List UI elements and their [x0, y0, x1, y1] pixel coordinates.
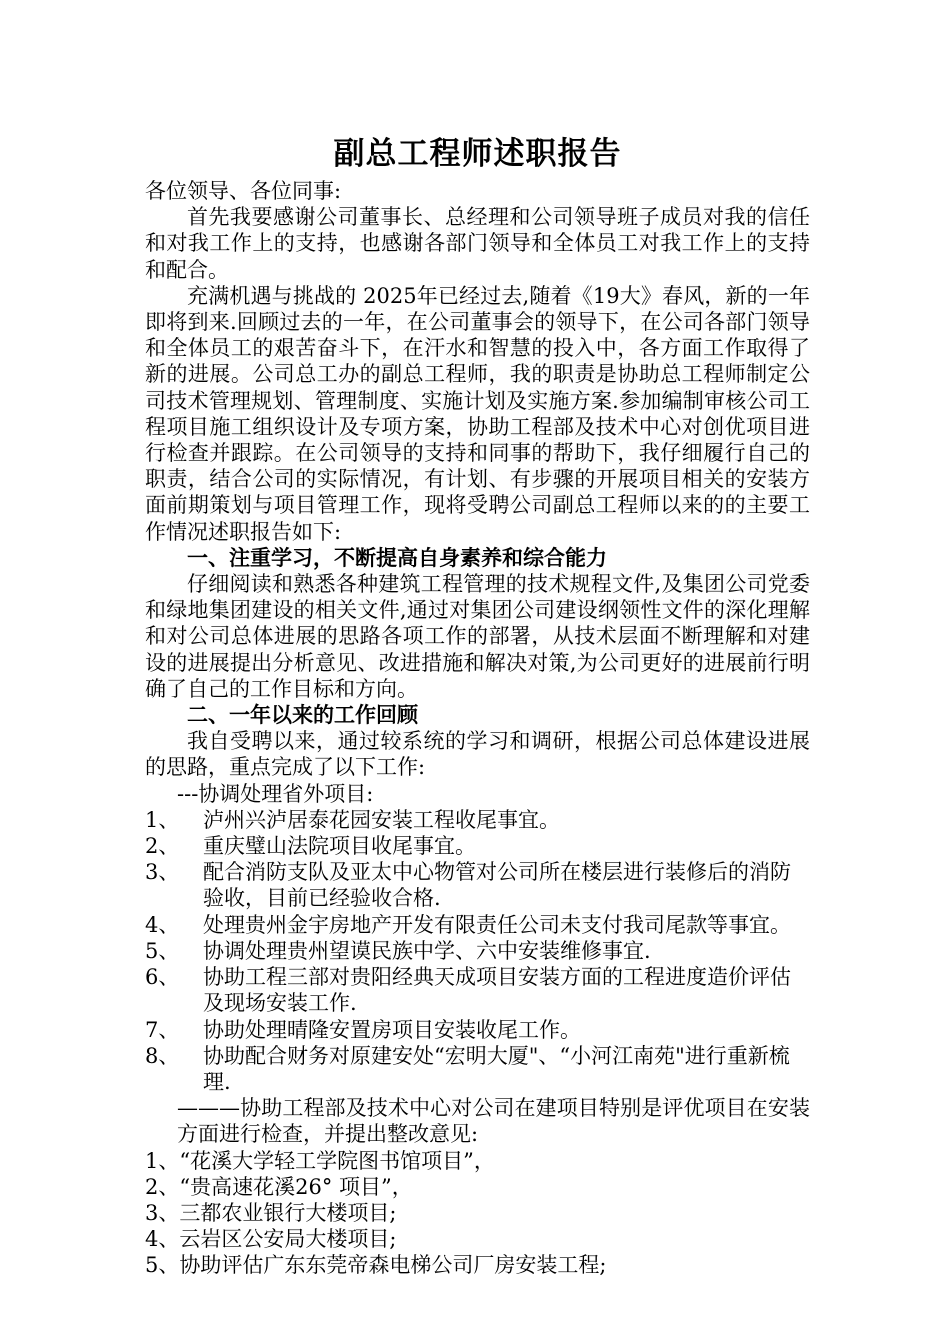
list-item: 6、 协助工程三部对贵阳经典天成项目安装方面的工程进度造价评估及现场安装工作. — [145, 965, 791, 1016]
list-item: 2、“贵高速花溪26° 项目”， — [145, 1174, 413, 1199]
section-text-2: 我自受聘以来，通过较系统的学习和调研，根据公司总体建设进展的思路，重点完成了以下工作: — [145, 729, 810, 780]
document-page — [145, 128, 810, 1279]
list-item: 5、 协调处理贵州望谟民族中学、六中安装维修事宜. — [145, 938, 651, 963]
numbered-list-2 — [145, 1148, 810, 1279]
paragraph-review: 充满机遇与挑战的 2025年已经过去,随着《19大》春风，新的一年即将到来.回顾过去的一年，在公司董事会的领导下，在公司各部门领导和全体员工的艰苦奋斗下，在汗水和智慧的投入中，各方面工作取得了新的进展。公司总工办的副总工程师，我的职责是协助总工程师制定公司技术管理规划、管理制度、实施计划及实施方案.参加编制审核公司工程项目施工组织设计及专项方案，协助工程部及技术中心对创优项目进行检查并跟踪。在公司领导的支持和同事的帮助下，我仔细履行自己的职责，结合公司的实际情况，有计划、有步骤的开展项目相关的安装方面前期策划与项目管理工作，现将受聘公司副总工程师以来的的主要工作情况述职报告如下: — [145, 283, 810, 544]
list-item: 3、三都农业银行大楼项目; — [145, 1200, 397, 1225]
page-title: 副总工程师述职报告 — [333, 136, 622, 172]
list-item: 1、 泸州兴泸居泰花园安装工程收尾事宜。 — [145, 807, 560, 832]
subsection-label-2: ———协助工程部及技术中心对公司在建项目特别是评优项目在安装方面进行检查，并提出整改意见: — [177, 1096, 810, 1147]
list-item: 2、 重庆璧山法院项目收尾事宜。 — [145, 834, 476, 859]
paragraph-thanks: 首先我要感谢公司董事长、总经理和公司领导班子成员对我的信任和对我工作上的支持，也感谢各部门领导和全体员工对我工作上的支持和配合。 — [145, 205, 810, 282]
subsection-label-1: ---协调处理省外项目: — [177, 781, 374, 806]
list-item: 1、“花溪大学轻工学院图书馆项目”， — [145, 1148, 495, 1173]
list-item: 4、 处理贵州金宇房地产开发有限责任公司未支付我司尾款等事宜。 — [145, 912, 791, 937]
section-text-1: 仔细阅读和熟悉各种建筑工程管理的技术规程文件,及集团公司党委和绿地集团建设的相关文件,通过对集团公司建设纲领性文件的深化理解和对公司总体进展的思路各项工作的部署，从技术层面不断理解和对建设的进展提出分析意见、改进措施和解决对策,为公司更好的进展前行明确了自己的工作目标和方向。 — [145, 572, 810, 701]
numbered-list-1 — [145, 807, 810, 1095]
list-item: 3、 配合消防支队及亚太中心物管对公司所在楼层进行装修后的消防验收，目前已经验收合格. — [145, 860, 791, 911]
salutation: 各位领导、各位同事: — [145, 179, 342, 203]
section-heading-2: 二、一年以来的工作回顾 — [187, 702, 418, 728]
list-item: 4、云岩区公安局大楼项目; — [145, 1227, 397, 1252]
list-item: 5、协助评估广东东莞帝森电梯公司厂房安装工程; — [145, 1253, 607, 1278]
list-item: 8、 协助配合财务对原建安处“宏明大厦"、“小河江南苑"进行重新梳理. — [145, 1043, 790, 1094]
section-heading-1: 一、注重学习，不断提高自身素养和综合能力 — [187, 544, 607, 570]
list-item: 7、 协助处理晴隆安置房项目安装收尾工作。 — [145, 1017, 581, 1042]
